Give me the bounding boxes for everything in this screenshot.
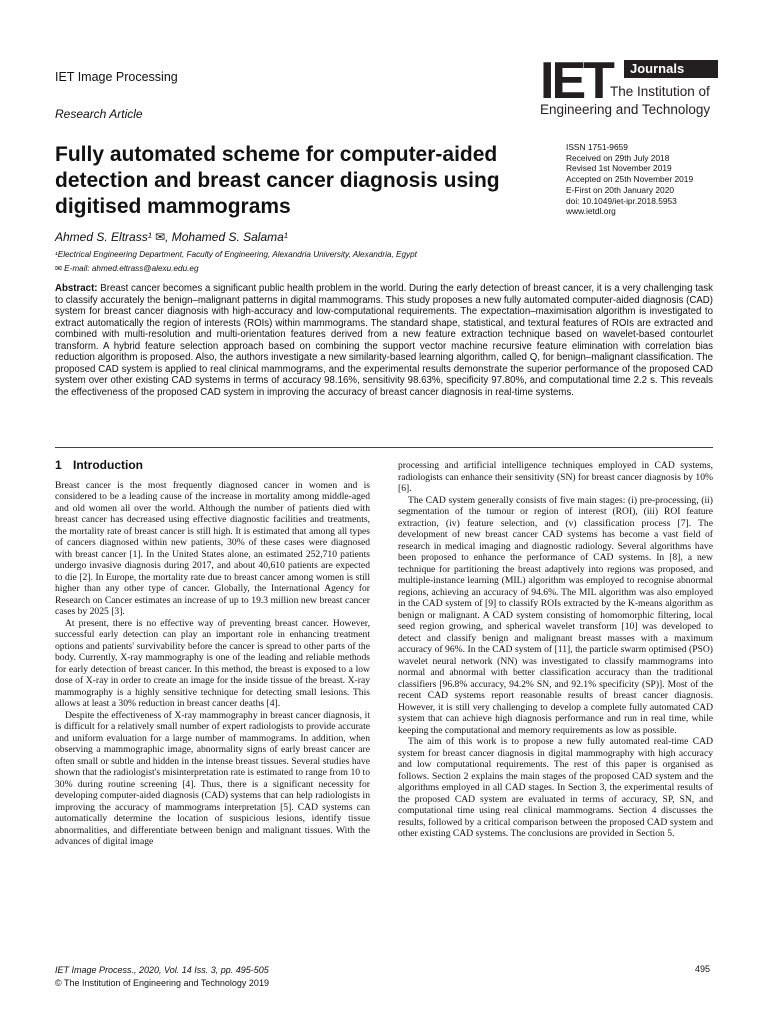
logo-journals-badge: Journals xyxy=(624,60,718,78)
meta-revised: Revised 1st November 2019 xyxy=(566,163,672,174)
journal-name: IET Image Processing xyxy=(55,70,178,84)
paragraph: The aim of this work is to propose a new fully automated real-time CAD system for breast cancer diagnosis in digital mammography with high accuracy and low computational requirements. The rest of this paper is organised as follows. Section 2 explains the main stages of the proposed CAD system and the algorithms employed in all CAD stages. In Section 3, the experimental results of the proposed CAD system are evaluated in terms of accuracy, SP, SN, and computational time using real clinical mammograms. Section 4 discusses the results, followed by a critical comparison between the proposed CAD system and other existing CAD systems. The conclusions are provided in Section 5. xyxy=(398,736,713,839)
section-heading xyxy=(55,460,370,472)
section-title: Introduction xyxy=(73,458,143,472)
paragraph: processing and artificial intelligence techniques employed in CAD systems, radiologists can enhance their sensitivity (SN) for breast cancer diagnosis by 10% [6]. xyxy=(398,460,713,494)
author-email: ✉ E-mail: ahmed.eltrass@alexu.edu.eg xyxy=(55,264,199,273)
author-list: Ahmed S. Eltrass¹ ✉, Mohamed S. Salama¹ xyxy=(55,230,288,244)
logo-institution-line2: Engineering and Technology xyxy=(540,102,711,117)
footer-citation-text: IET Image Process., 2020, Vol. 14 Iss. 3, pp. 495-505 xyxy=(55,965,269,975)
logo-institution-line1: The Institution of xyxy=(610,84,710,99)
paragraph: At present, there is no effective way of preventing breast cancer. However, successful early detection can play an important role in enhancing treatment options and patients' survivability before the cancer is spread to other parts of the body. Currently, X-ray mammography is one of the leading and reliable methods for early detection of breast cancer. In this method, the breast is exposed to a low dose of X-ray in order to create an image for the inside tissue of the breast. X-ray mammography is a highly sensitive technique for detecting small lesions. This allows at least a 30% reduction in breast cancer deaths [4]. xyxy=(55,617,370,709)
author-affiliation: ¹Electrical Engineering Department, Faculty of Engineering, Alexandria University, Alexandria, Egypt xyxy=(55,250,417,259)
paragraph: Despite the effectiveness of X-ray mammography in breast cancer diagnosis, it is difficult for a relatively small number of expert radiologists to provide accurate and uniform evaluation for a large number of mammograms. In addition, when observing a mammographic image, abnormality signs of early breast cancer are often small or subtle and hidden in the intense breast tissues. Several studies have shown that the radiologist's misinterpretation rate is estimated to range from 10 to 30% during routine screening [4]. Thus, there is a significant necessity for developing computer-aided diagnosis (CAD) systems that can help radiologists in improving the accuracy of mammograms interpretation [5]. CAD systems can automatically determine the location of suspicious lesions, identify tissue abnormalities, and differentiate between benign and malignant tissues. With the advances of digital image xyxy=(55,709,370,847)
footer-copyright: © The Institution of Engineering and Technology 2019 xyxy=(55,978,269,988)
paper-title: Fully automated scheme for computer-aided detection and breast cancer diagnosis using digitised mammograms xyxy=(55,143,500,218)
logo-iet-text: IET xyxy=(540,52,612,110)
abstract-text: Breast cancer becomes a significant public health problem in the world. During the early detection of breast cancer, it is a very challenging task to classify accurately the benign–malignant patterns in digital mammograms. This study proposes a new fully automated computer-aided diagnosis (CAD) system for breast cancer diagnosis with high-accuracy and low-computational requirements. The expectation–maximisation algorithm is investigated to extract automatically the region of interests (ROIs) within mammograms. The standard shape, statistical, and textural features of ROIs are extracted and combined with multi-resolution and multi-orientation features derived from a new feature extraction technique based on wavelet-based contourlet transform. A hybrid feature selection approach based on combining the support vector machine recursive feature elimination with correlation bias reduction algorithm is proposed. Also, the authors investigate a new similarity-based learning algorithm, called Q, for benign–malignant classification. The proposed CAD system is applied to real clinical mammograms, and the experimental results demonstrate the superior performance of the proposed CAD system over other existing CAD systems in terms of accuracy 98.16%, sensitivity 98.63%, specificity 97.80%, and computational time 2.2 s. This reveals the effectiveness of the proposed CAD system in improving the accuracy of breast cancer diagnosis in real-time systems. xyxy=(55,283,713,398)
paragraph: Breast cancer is the most frequently diagnosed cancer in women and is considered to be a leading cause of the increase in mortality among middle-aged and old women all over the world. Although the number of patients died with breast cancer has decreased using effective diagnostic facilities and treatments, the mortality rate of breast cancer is still high. It is estimated that among all types of cancers diagnosed within new patients, 30% of these cases were diagnosed with breast cancer [1]. In the United States alone, an estimated 252,710 patients undergo invasive diagnosis during 2017, and about 40,610 patients are expected to die [2]. In Europe, the mortality rate due to breast cancer among women is still higher than any other type of cancer. Globally, the International Agency for Research on Cancer estimates an increase of up to 19.3 million new breast cancer cases by 2025 [3]. xyxy=(55,479,370,617)
meta-website: www.ietdl.org xyxy=(566,206,616,217)
right-column xyxy=(398,460,713,840)
abstract xyxy=(55,283,713,398)
footer-citation xyxy=(55,964,269,990)
meta-efirst: E-First on 20th January 2020 xyxy=(566,184,675,195)
iet-logo xyxy=(540,52,718,122)
abstract-label: Abstract: xyxy=(55,283,98,294)
page-number: 495 xyxy=(695,964,711,974)
article-metadata xyxy=(566,142,736,217)
meta-doi: doi: 10.1049/iet-ipr.2018.5953 xyxy=(566,195,677,206)
meta-received: Received on 29th July 2018 xyxy=(566,152,670,163)
section-number: 1 xyxy=(55,458,62,472)
meta-issn: ISSN 1751-9659 xyxy=(566,142,628,152)
article-type: Research Article xyxy=(55,107,143,121)
paragraph: The CAD system generally consists of five main stages: (i) pre-processing, (ii) segmentation of the tumour or region of interest (ROI), (iii) ROI feature extraction, (iv) feature selection, and (v) classification process [7]. The development of new breast cancer CAD systems has become a vast field of research in medical imaging and diagnostic radiology. Several algorithms have been proposed to enhance the performance of CAD systems. In [8], a new technique for partitioning the breast adaptively into regions was proposed, and multiple-instance learning (MIL) algorithm was employed to recognise abnormal regions, achieving an accuracy of 94.6%. The MIL algorithm was also employed in the CAD system of [9] to classify ROIs extracted by the K-means algorithm as benign or malignant. A CAD system consisting of homomorphic filtering, local seed region growing, and spherical wavelet transform [10] was developed to detect and classify benign and malignant breast masses with a maximum accuracy of 96%. In the CAD system of [11], the particle swarm optimised (PSO) wavelet neural network (NN) was investigated to classify mammograms into normal and abnormal with better classification accuracy than the traditional classifiers [96.8% accuracy, 94.2% SN, and 92.1% specificity (SP)]. Most of the recent CAD systems report reasonable results of breast cancer diagnosis. However, it is still very challenging to develop a complete fully automated CAD system that can achieve high diagnosis performance and run in real time, while keeping the computational and memory requirements as low as possible. xyxy=(398,494,713,736)
meta-accepted: Accepted on 25th November 2019 xyxy=(566,174,694,185)
left-column xyxy=(55,460,370,848)
section-divider xyxy=(55,447,713,448)
